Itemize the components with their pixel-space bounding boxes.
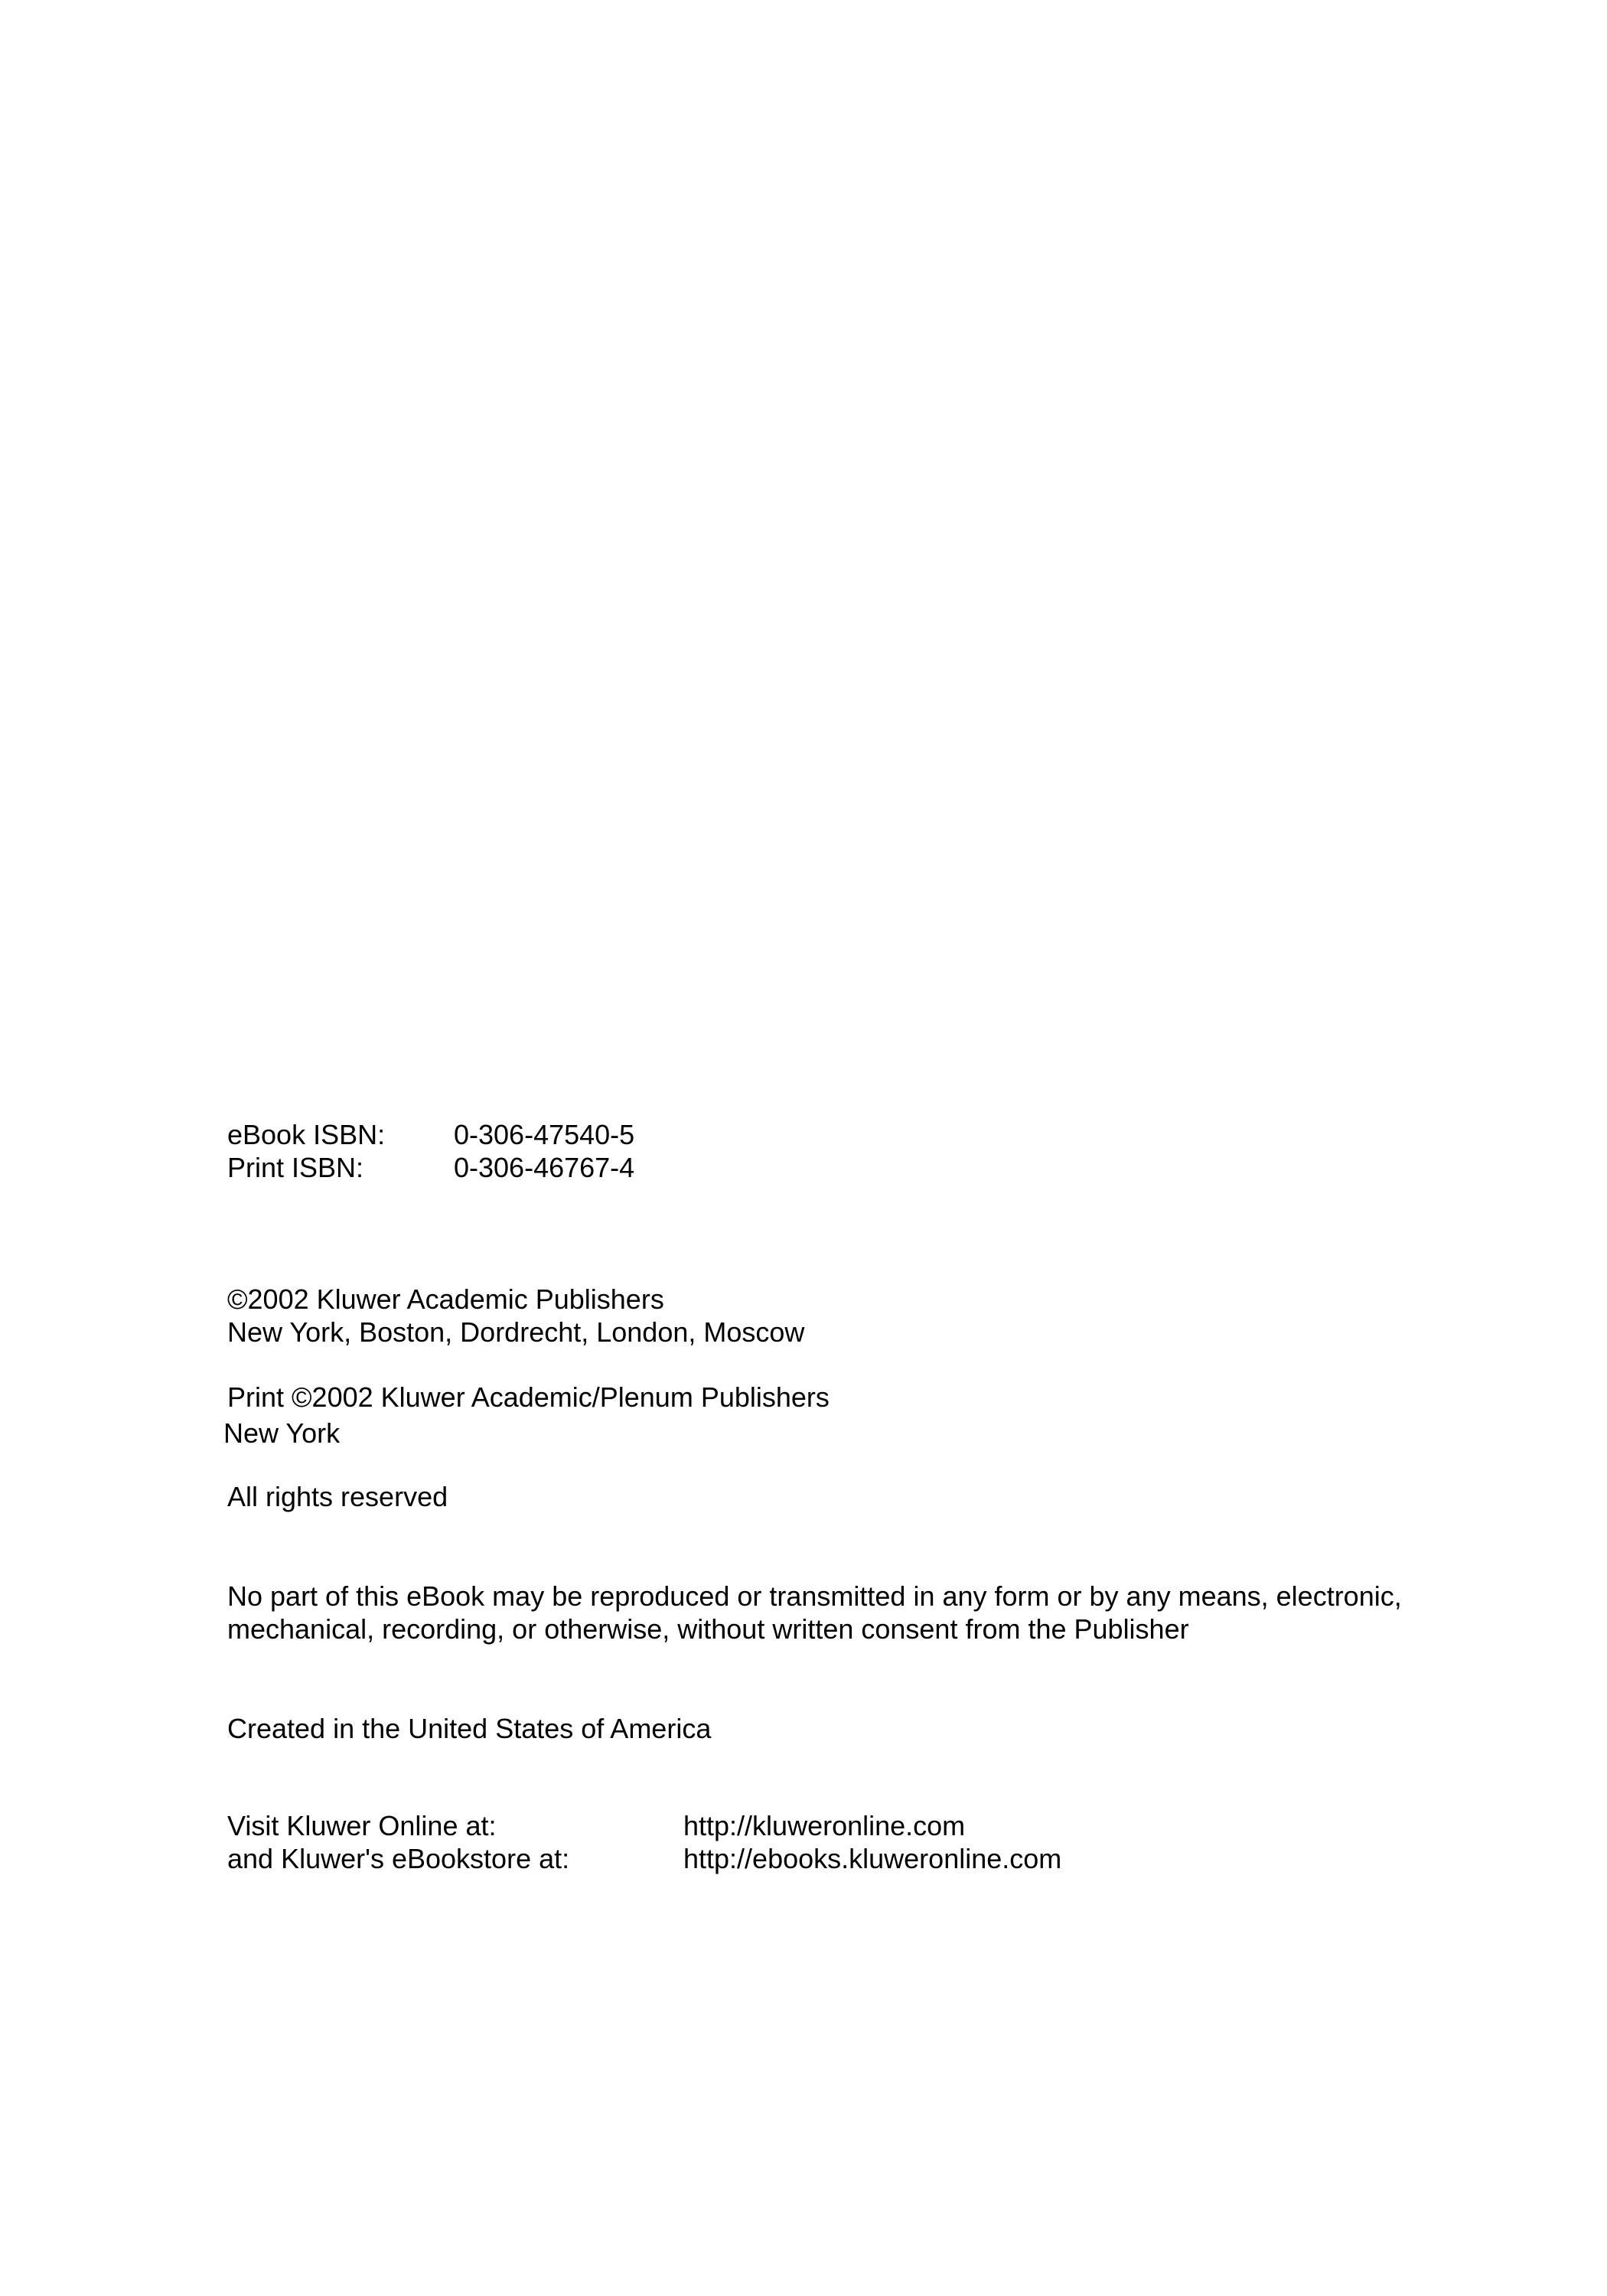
ebook-isbn-label: eBook ISBN: bbox=[227, 1119, 386, 1150]
visit-online-label: Visit Kluwer Online at: bbox=[227, 1810, 497, 1841]
ebook-isbn-value: 0-306-47540-5 bbox=[454, 1119, 635, 1150]
print-copyright-line: Print ©2002 Kluwer Academic/Plenum Publishers bbox=[227, 1381, 830, 1413]
reproduction-notice-line-2: mechanical, recording, or otherwise, without written consent from the Publisher bbox=[227, 1613, 1189, 1645]
print-isbn-label: Print ISBN: bbox=[227, 1152, 364, 1183]
creation-country: Created in the United States of America bbox=[227, 1713, 712, 1744]
print-publisher-place: New York bbox=[223, 1417, 341, 1449]
ebook-copyright-line: ©2002 Kluwer Academic Publishers bbox=[227, 1283, 664, 1315]
kluwer-online-link[interactable]: http://kluweronline.com bbox=[683, 1810, 966, 1841]
print-isbn-value: 0-306-46767-4 bbox=[454, 1152, 635, 1183]
ebookstore-label: and Kluwer's eBookstore at: bbox=[227, 1843, 570, 1874]
rights-statement: All rights reserved bbox=[227, 1481, 448, 1512]
ebook-publisher-places: New York, Boston, Dordrecht, London, Moscow bbox=[227, 1316, 805, 1348]
ebookstore-link[interactable]: http://ebooks.kluweronline.com bbox=[683, 1843, 1062, 1874]
reproduction-notice-line-1: No part of this eBook may be reproduced or transmitted in any form or by any means, electronic, bbox=[227, 1580, 1402, 1612]
